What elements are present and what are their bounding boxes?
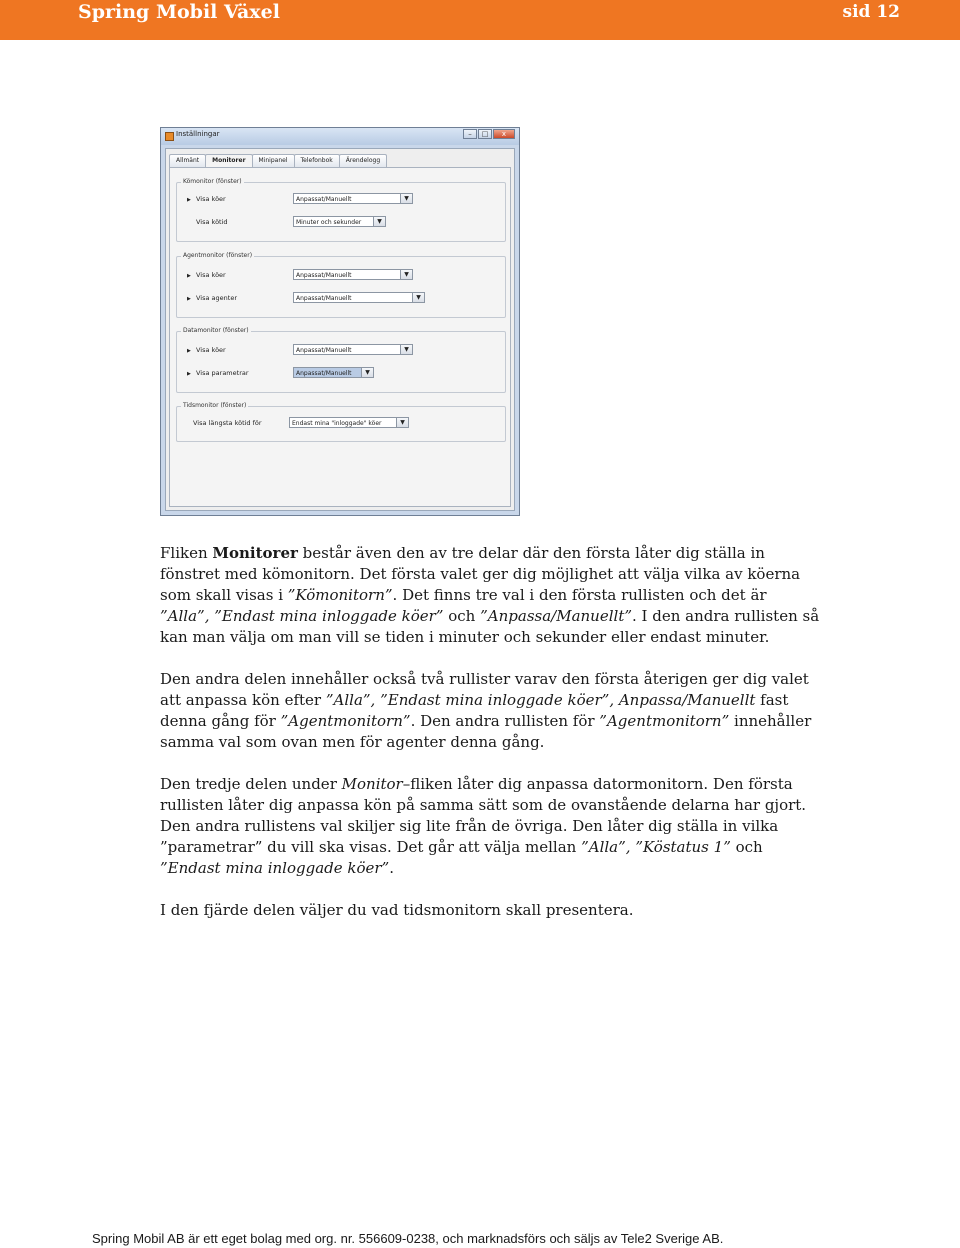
page-number: sid 12 (842, 2, 900, 22)
group-legend: Agentmonitor (fönster) (183, 252, 253, 259)
monitorer-term: Monitorer (212, 544, 298, 562)
chevron-down-icon: ▼ (412, 293, 424, 302)
chevron-down-icon: ▼ (396, 418, 408, 427)
tab-telefonbok[interactable]: Telefonbok (294, 154, 340, 167)
tab-minipanel[interactable]: Minipanel (252, 154, 295, 167)
row-visa-koer: ▶ Visa köer (187, 346, 226, 354)
group-legend: Tidsmonitor (fönster) (183, 402, 247, 409)
tidsmonitor-group (176, 402, 506, 442)
bullet-arrow-icon: ▶ (187, 348, 191, 354)
paragraph-2: Den andra delen innehåller också två rullister varav den första återigen ger dig valet att anpassa kön efter ”Alla”, ”Endast mina inloggade köer”, Anpassa/Manuellt fast denna gång för ”Agentmonitorn”. Den andra rullisten för ”Agentmonitorn” innehåller samma val som ovan men för agenter denna gång. (160, 670, 812, 751)
visa-parametrar-dropdown[interactable]: Anpassat/Manuellt ▼ (293, 367, 374, 378)
maximize-button[interactable]: □ (478, 129, 492, 139)
data-visa-koer-dropdown[interactable]: Anpassat/Manuellt ▼ (293, 344, 413, 355)
paragraph-4: I den fjärde delen väljer du vad tidsmonitorn skall presentera. (160, 901, 634, 919)
minimize-button[interactable]: – (463, 129, 477, 139)
row-visa-parametrar: ▶ Visa parametrar (187, 369, 249, 377)
bullet-arrow-icon: ▶ (187, 371, 191, 377)
window-client (165, 148, 515, 511)
agent-visa-koer-dropdown[interactable]: Anpassat/Manuellt ▼ (293, 269, 413, 280)
bullet-arrow-icon: ▶ (187, 197, 191, 203)
bullet-arrow-icon: ▶ (187, 296, 191, 302)
window-title: Inställningar (176, 130, 220, 138)
visa-agenter-dropdown[interactable]: Anpassat/Manuellt ▼ (293, 292, 425, 303)
page-header (0, 0, 960, 40)
datamonitor-group (176, 327, 506, 393)
settings-window (160, 127, 520, 516)
agentmonitor-group (176, 252, 506, 318)
komonitor-group (176, 178, 506, 242)
bullet-arrow-icon: ▶ (187, 273, 191, 279)
paragraph-3: Den tredje delen under Monitor–fliken låter dig anpassa datormonitorn. Den första rullisten låter dig anpassa kön på samma sätt som de ovanstående delarna har gjort. Den andra rullistens val skiljer sig lite från de övriga. Den låter dig ställa in vilka ”parametrar” du vill ska visas. Det går att välja mellan ”Alla”, ”Köstatus 1” och ”Endast mina inloggade köer”. (160, 775, 807, 877)
row-visa-koer: ▶ Visa köer (187, 271, 226, 279)
close-button[interactable]: x (493, 129, 515, 139)
tab-allmant[interactable]: Allmänt (169, 154, 206, 167)
group-legend: Datamonitor (fönster) (183, 327, 249, 334)
chevron-down-icon: ▼ (400, 345, 412, 354)
row-visa-agenter: ▶ Visa agenter (187, 294, 237, 302)
chevron-down-icon: ▼ (400, 270, 412, 279)
row-visa-langsta-kotid: Visa längsta kötid för (193, 419, 262, 427)
paragraph-1: Fliken Monitorer består även den av tre delar där den första låter dig ställa in fönstret med kömonitorn. Det första valet ger dig möjlighet att välja vilka av köerna som skall visas i ”Kömonitorn”. Det finns tre val i den första rullisten och det är ”Alla”, ”Endast mina inloggade köer” och ”Anpassa/Manuellt”. I den andra rullisten så kan man välja om man vill se tiden i minuter och sekunder eller endast minuter. (160, 544, 820, 646)
visa-langsta-kotid-dropdown[interactable]: Endast mina "inloggade" köer ▼ (289, 417, 409, 428)
row-visa-koer: ▶ Visa köer (187, 195, 226, 203)
app-icon (165, 132, 174, 141)
visa-kotid-dropdown[interactable]: Minuter och sekunder ▼ (293, 216, 386, 227)
tab-monitorer[interactable]: Monitorer (205, 154, 252, 167)
document-title: Spring Mobil Växel (78, 1, 280, 23)
group-legend: Kömonitor (fönster) (183, 178, 242, 185)
chevron-down-icon: ▼ (373, 217, 385, 226)
tab-bar (169, 154, 386, 167)
monitorer-panel (169, 167, 511, 507)
chevron-down-icon: ▼ (400, 194, 412, 203)
tab-arendelogg[interactable]: Ärendelogg (339, 154, 387, 167)
window-titlebar[interactable] (161, 128, 519, 145)
chevron-down-icon: ▼ (361, 368, 373, 377)
page-footer: Spring Mobil AB är ett eget bolag med org. nr. 556609-0238, och marknadsförs och säljs av Tele2 Sverige AB. (92, 1231, 724, 1246)
row-visa-kotid: Visa kötid (196, 218, 228, 226)
visa-koer-dropdown[interactable]: Anpassat/Manuellt ▼ (293, 193, 413, 204)
